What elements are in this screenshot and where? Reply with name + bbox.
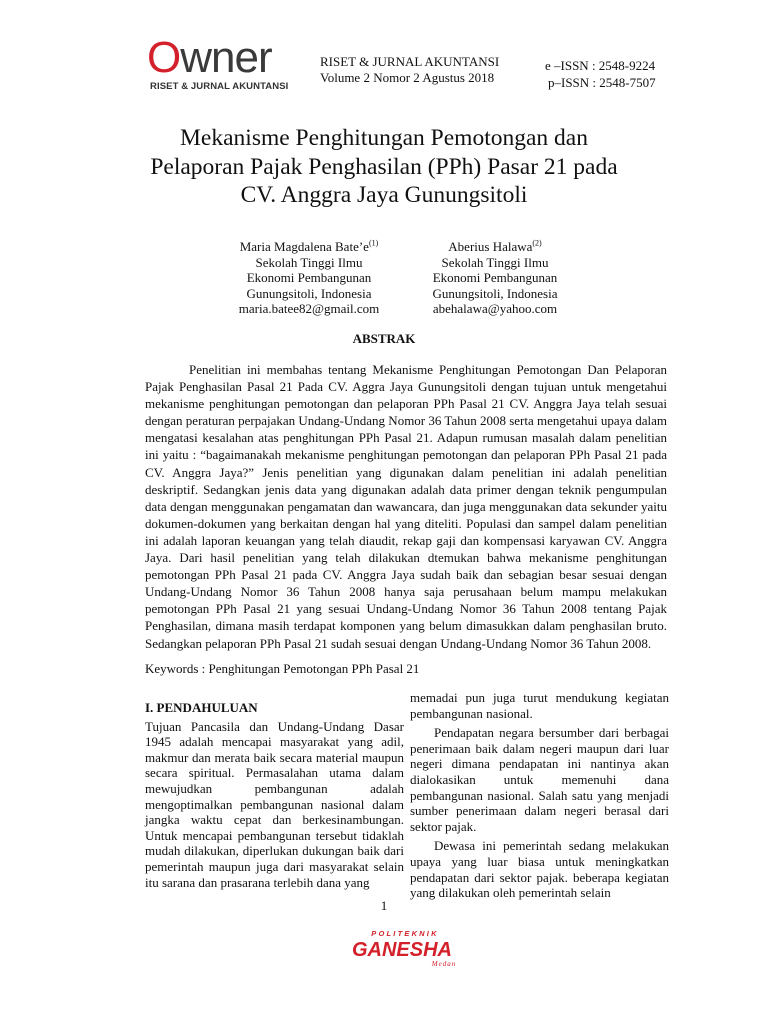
e-issn: e –ISSN : 2548-9224 xyxy=(545,58,656,73)
body-paragraph: Pendapatan negara bersumber dari berbagai penerimaan baik dalam negeri maupun dari luar negeri dimana pendapatan ini nantinya akan dialokasikan untuk memenuhi dana pembangunan nasional. Salah satu yang menjadi sumber penerimaan dalam negeri berasal dari sektor pajak. xyxy=(410,725,669,834)
body-column-left xyxy=(145,700,404,890)
body-paragraph: memadai pun juga turut mendukung kegiatan pembangunan nasional. xyxy=(410,690,669,721)
logo-text-top: POLITEKNIK xyxy=(371,929,439,938)
abstract-heading: ABSTRAK xyxy=(352,331,416,346)
owner-logo-o: O xyxy=(147,33,181,82)
author-email: maria.batee82@gmail.com xyxy=(238,301,380,317)
author-email: abehalawa@yahoo.com xyxy=(432,301,558,317)
author-name: Aberius Halawa xyxy=(448,239,533,254)
p-issn: p–ISSN : 2548-7507 xyxy=(548,75,656,90)
author-institution-line: Ekonomi Pembangunan xyxy=(246,270,372,286)
logo-text-main: GANESHA xyxy=(351,939,453,961)
journal-name: RISET & JURNAL AKUNTANSI xyxy=(320,54,500,69)
body-paragraph: Tujuan Pancasila dan Undang-Undang Dasar 1945 adalah mencapai masyarakat yang adil, makmur dan merata baik secara material maupun secara spiritual. Permasalahan utama dalam mewujudkan pembangunan adalah mengoptimalkan pembangunan nasional dalam jangka waktu cepat dan berkesinambungan. Untuk mencapai pembangunan tersebut tidaklah mudah dilakukan, diperlukan dukungan baik dari pemerintah maupun juga dari masyarakat selain itu sarana dan prasarana terlebih dana yang xyxy=(145,718,404,890)
title-line-2: Pelaporan Pajak Penghasilan (PPh) Pasar 21 pada xyxy=(150,153,618,180)
keywords: Keywords : Penghitungan Pemotongan PPh Pasal 21 xyxy=(145,661,420,676)
author-institution-line: Sekolah Tinggi Ilmu xyxy=(441,254,549,270)
paper-title xyxy=(84,124,684,210)
author-location: Gunungsitoli, Indonesia xyxy=(246,285,372,301)
section-heading: I. PENDAHULUAN xyxy=(145,700,258,715)
author-affiliation-mark: (2) xyxy=(532,238,542,248)
author-location: Gunungsitoli, Indonesia xyxy=(432,285,558,301)
body-paragraph: Dewasa ini pemerintah sedang melakukan upaya yang luar biasa untuk meningkatkan pendapatan dari sektor pajak. beberapa kegiatan yang dilakukan oleh pemerintah selain xyxy=(410,838,669,901)
abstract-text: Penelitian ini membahas tentang Mekanisme Penghitungan Pemotongan Dan Pelaporan Pajak Penghasilan Pasal 21 Pada CV. Aggra Jaya Gunungsitoli dengan tujuan untuk mengetahui mekanisme penghitungan pemotongan dan pelaporan PPh Pasal 21 CV. Anggra Jaya telah sesuai dengan peraturan perpajakan Undang-Undang Nomor 36 Tahun 2008 serta mengetahui upaya dalam mengatasi kesalahan atas penghitungan PPh Pasal 21. Adapun rumusan masalah dalam penelitian ini yaitu : “bagaimanakah mekanisme penghitungan pemotongan dan pelaporan PPh Pasal 21 pada CV. Anggra Jaya?” Jenis penelitian yang digunakan dalam penelitian ini adalah penelitian deskriptif. Sedangkan jenis data yang digunakan adalah data primer dengan teknik pengumpulan data dengan menggunakan pengamatan dan wawancara, dan juga menggunakan data sekunder yaitu dokumen-dokumen yang berkaitan dengan hal yang diteliti. Populasi dan sampel dalam penelitian ini adalah laporan keuangan yang telah diaudit, rekap gaji dan kompensasi karyawan CV. Anggra Jaya. Dari hasil penelitian yang telah dilakukan dtemukan bahwa mekanisme penghitungan pemotongan PPh Pasal 21 pada CV. Anggra Jaya sudah baik dan sebagian besar sesuai dengan Undang-Undang Nomor 36 Tahun 2008 hanya saja perusahaan belum mampu melakukan pemotongan PPh Pasal 21 yang sesuai Undang-Undang Nomor 36 Tahun 2008 tentang Pajak Penghasilan, dimana masih terdapat komponen yang belum dimasukkan dalam penghasilan bruto. Sedangkan pelaporan PPh Pasal 21 sudah sesuai dengan Undang-Undang Nomor 36 Tahun 2008. xyxy=(145,362,667,651)
author-institution-line: Sekolah Tinggi Ilmu xyxy=(255,254,363,270)
body-column-right xyxy=(410,690,669,901)
author-block-1 xyxy=(214,239,404,317)
author-affiliation-mark: (1) xyxy=(368,238,379,248)
owner-logo-wner: wner xyxy=(180,33,272,82)
journal-volume: Volume 2 Nomor 2 Agustus 2018 xyxy=(320,70,495,85)
title-line-1: Mekanisme Penghitungan Pemotongan dan xyxy=(180,125,588,151)
owner-logo xyxy=(147,33,272,82)
author-institution-line: Ekonomi Pembangunan xyxy=(432,270,558,286)
logo-text-bottom: Medan xyxy=(431,960,457,968)
author-name: Maria Magdalena Bate’e xyxy=(239,239,369,254)
owner-logo-subtitle: RISET & JURNAL AKUNTANSI xyxy=(150,81,289,92)
politeknik-ganesha-logo xyxy=(340,925,470,970)
title-line-3: CV. Anggra Jaya Gunungsitoli xyxy=(240,182,528,208)
page-number: 1 xyxy=(380,898,388,913)
author-block-2 xyxy=(400,239,590,317)
